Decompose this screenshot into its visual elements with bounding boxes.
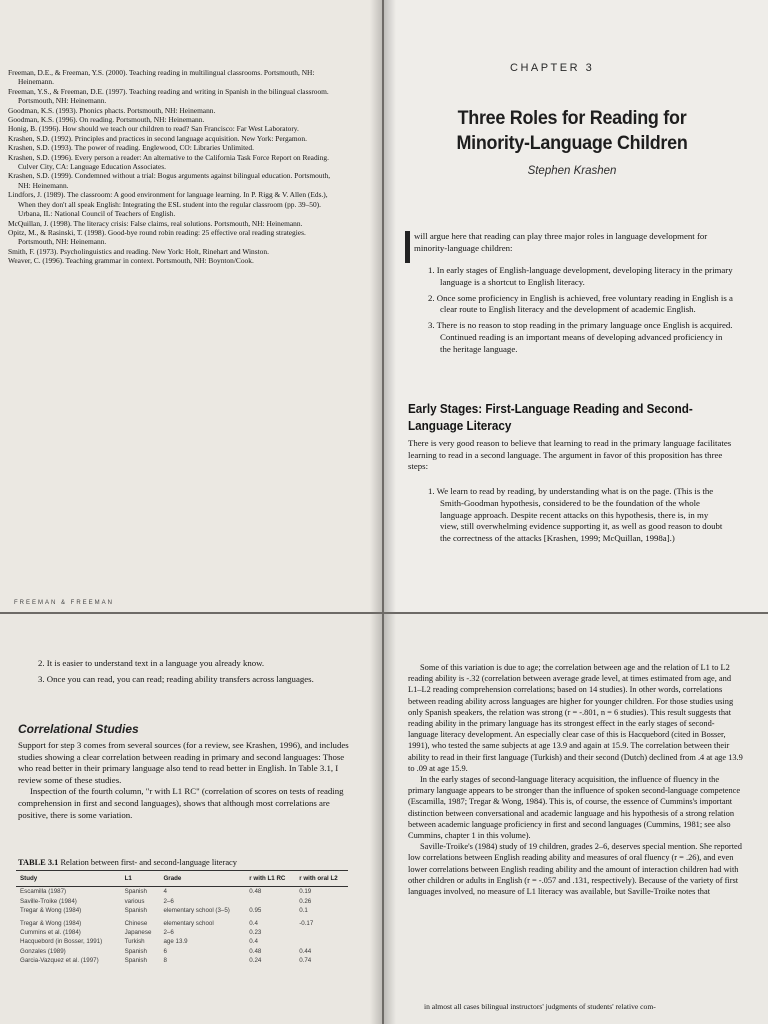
table-caption [18,858,237,867]
table-cell: Turkish [124,938,145,946]
table-header-cell: Study [16,871,121,887]
body-paragraph [18,740,358,821]
table-cell: Escamilla (1987) [20,888,67,896]
table-row [16,897,348,906]
list-item: 3. There is no reason to stop reading in the primary language once English is acquired. Continued reading is an important means of developing advanced proficiency in the heritage language. [428,320,733,354]
table-cell: elementary school [163,919,214,927]
table-cell: 0.23 [249,929,262,937]
table-cell [295,928,348,937]
paragraph-text: Inspection of the fourth column, "r with L1 RC" (correlation of scores on tests of reading comprehension in first and second languages), shows that although most correlations are positive, there is some variation. [18,786,344,820]
roles-list [428,265,734,360]
table-body [16,887,348,966]
reference-entry: Freeman, D.E., & Freeman, Y.S. (2000). Teaching reading in multilingual classrooms. Portsmouth, NH: Heinemann. [8,68,315,87]
table-cell: 2–6 [163,929,174,937]
reference-entry: Lindfors, J. (1989). The classroom: A good environment for language learning. In P. Rigg & V. Allen (Eds.), When they don't all speak English: Integrating the ESL student into the regular classroom (pp. 39–50). Urbana, IL: National Council of Teachers of English. [8,190,328,219]
table-cell: Spanish [124,888,147,896]
reference-entry: Opitz, M., & Rasinski, T. (1998). Good-bye round robin reading: 25 effective oral reading strategies. Portsmouth, NH: Heinemann. [8,227,306,247]
drop-cap-bar [405,231,410,263]
gutter-shadow [384,0,396,612]
reference-entry: Krashen, S.D. (1993). The power of reading. Englewood, CO: Libraries Unlimited. [8,143,254,153]
table-row [16,956,348,965]
references-page [0,0,382,612]
section-heading: Early Stages: First-Language Reading and Second-Language Literacy [408,401,693,433]
table-cell: 2–6 [163,897,174,905]
table-cell: Spanish [124,907,147,915]
reference-entry: Weaver, C. (1996). Teaching grammar in context. Portsmouth, NH: Boynton/Cook. [8,256,254,266]
reference-entry: Freeman, Y.S., & Freeman, D.E. (1997). Teaching reading and writing in Spanish in the bilingual classroom. Portsmouth, NH: Heinemann. [8,86,329,106]
subsection-heading: Correlational Studies [18,722,139,736]
list-item: 1. We learn to read by reading, by understanding what is on the page. (This is the Smith-Goodman hypothesis, considered to be the foundation of the whole language approach. Despite recent attacks on this hypothesis, there is, in my view, still overwhelming evidence supporting it, as well as good reason to doubt the correctness of the attacks [Krashen, 1999; McQuillan, 1998a].) [428,486,723,544]
table-cell: 0.95 [249,907,262,915]
table-cell: 0.4 [249,919,258,927]
paragraph-text: Support for step 3 comes from several sources (for a review, see Krashen, 1996), and includes studies showing a clear correlation between reading in primary and second languages: Those who read better in their primary language also tend to read better in English. In Table 3.1, I review some of these studies. [18,740,349,785]
table-cell: 0.74 [299,957,312,965]
chapter-title: Three Roles for Reading for Minority-Language Children [456,107,688,154]
table-cell: Garcia-Vazquez et al. (1997) [20,957,99,965]
step-list [428,486,728,549]
list-item: 2. It is easier to understand text in a language you already know. [38,658,265,668]
table-cell: 0.44 [299,947,312,955]
table-row [16,928,348,937]
list-item: 3. Once you can read, you can read; reading ability transfers across languages. [38,673,314,684]
table-header-cell: r with oral L2 [295,871,348,887]
table-cell: Chinese [124,919,148,927]
table-cell: Hacquebord (in Bosser, 1991) [20,938,103,946]
correlational-studies-page [0,614,382,1024]
list-item: 1. In early stages of English-language development, developing literacy in the primary language is a shortcut to English literacy. [428,265,733,287]
reference-entry: Goodman, K.S. (1993). Phonics phacts. Portsmouth, NH: Heinemann. [8,105,216,115]
table-cell: 0.24 [249,957,262,965]
table-cell: Gonzales (1989) [20,947,66,955]
table-cell: 0.48 [249,888,262,896]
table-cell: Japanese [124,929,152,937]
table-cell: 0.26 [299,897,312,905]
table-cell: age 13.9 [163,938,188,946]
paragraph-text: Some of this variation is due to age; the correlation between age and the relation of L1 to L2 reading ability is -.32 (correlation between average grade level, at times estimated from age, and L1–L2 reading comprehension correlations; based on 14 studies). In other words, correlations between reading ability across languages are higher for younger children. For those studies using only Spanish speakers, the relation was strong (r = -.801, n = 6 studies). This result suggests that reading ability in the primary language has its strongest effect in the early stages of second-language literacy development. An especially clear case of this is Hacquebord (cited in Bosser, 1991), who tested the same subjects at age 13.9 and again at 15.9. The correlation between their ability to read in their first language (Turkish) and their second (Dutch) declined from .4 at age 13.9 to .09 at age 15.9. [408,663,743,773]
table-cell: elementary school (3–5) [163,907,230,915]
reference-entry: Krashen, S.D. (1996). Every person a reader: An alternative to the California Task Force Report on Reading. Culver City, CA: Language Education Associates. [8,152,329,172]
gutter-shadow [384,614,396,1024]
table-row [16,906,348,915]
reference-entry: McQuillan, J. (1998). The literacy crisis: False claims, real solutions. Portsmouth, NH: Heinemann. [8,218,303,228]
table-cell: Tregar & Wong (1984) [20,919,82,927]
table-cell: various [124,897,145,905]
paragraph-text: Saville-Troike's (1984) study of 19 children, grades 2–6, deserves special mention. She reported low correlations between English reading ability and measures of oral fluency (r = .26), and even lower correlations between English reading ability and the amount of interaction children had with other children or adults in English (r = -.057 and .131, respectively). Because of the variety of first languages involved, no measure of L1 literacy was available, but Saville-Troike notes that [408,842,742,897]
table-number: TABLE 3.1 [18,858,59,867]
running-head: FREEMAN & FREEMAN [14,600,115,606]
table-cell: Spanish [124,947,147,955]
chapter-opener-page [384,0,768,612]
gutter-shadow [370,0,382,612]
reference-entry: Goodman, K.S. (1996). On reading. Portsmouth, NH: Heinemann. [8,115,205,125]
table-cell: Saville-Troike (1984) [20,897,77,905]
table-cell: 0.1 [299,907,308,915]
table-cell [245,897,295,906]
list-item: 2. Once some proficiency in English is achieved, free voluntary reading in English is a clear route to English literacy and the development of academic English. [428,292,733,315]
table-cell: Tregar & Wong (1984) [20,907,82,915]
table-cell: Cummins et al. (1984) [20,929,81,937]
table-cell: -0.17 [299,919,314,927]
table-header-cell: L1 [121,871,160,887]
table-row [16,937,348,946]
block-quote: in almost all cases bilingual instructors' judgments of students' relative com- [424,1002,656,1011]
literacy-table [16,870,348,966]
table-header-cell: r with L1 RC [245,871,295,887]
intro-paragraph: will argue here that reading can play three major roles in language development for minority-language children: [414,231,708,253]
discussion-page [384,614,768,1024]
reference-list [8,68,343,266]
author-name: Stephen Krashen [527,165,617,177]
table-header-row [16,871,348,887]
reference-entry: Smith, F. (1973). Psycholinguistics and reading. New York: Holt, Rinehart and Winston. [8,246,269,256]
table-cell: 4 [163,888,167,896]
table-row [16,947,348,956]
table-cell [295,937,348,946]
paragraph-text: In the early stages of second-language literacy acquisition, the influence of fluency in the primary language appears to be stronger than the influence of spoken second-language competence (Escamilla, 1987; Tregar & Wong, 1984). This is, of course, the essence of Cummins's important distinction between conversational and academic language and his hypothesis of a strong relation between academic language proficiency in first and second languages (Cummins, 1981; see also Cummins, chapter 1 in this volume). [408,775,741,841]
step-list [38,658,362,690]
table-header-cell: Grade [159,871,245,887]
chapter-label: CHAPTER 3 [510,62,595,74]
table-row [16,887,348,897]
table-cell: 8 [163,957,167,965]
table-cell: 0.19 [299,888,312,896]
reference-entry: Krashen, S.D. (1992). Principles and practices in second language acquisition. New York: Pergamon. [8,133,307,143]
table-title: Relation between first- and second-language literacy [60,858,237,867]
table-row [16,916,348,928]
reference-entry: Honig, B. (1996). How should we teach our children to read? San Francisco: Far West Laboratory. [8,124,299,134]
table-cell: 0.4 [249,938,258,946]
table-cell: 6 [163,947,167,955]
table-cell: Spanish [124,957,147,965]
section-paragraph: There is very good reason to believe that learning to read in the primary language facilitates learning to read in a second language. The argument in favor of this proposition has three steps: [408,438,732,472]
body-paragraph [408,662,744,897]
gutter-shadow [370,614,382,1024]
table-cell: 0.48 [249,947,262,955]
reference-entry: Krashen, S.D. (1999). Condemned without a trial: Bogus arguments against bilingual education. Portsmouth, NH: Heinemann. [8,171,331,190]
